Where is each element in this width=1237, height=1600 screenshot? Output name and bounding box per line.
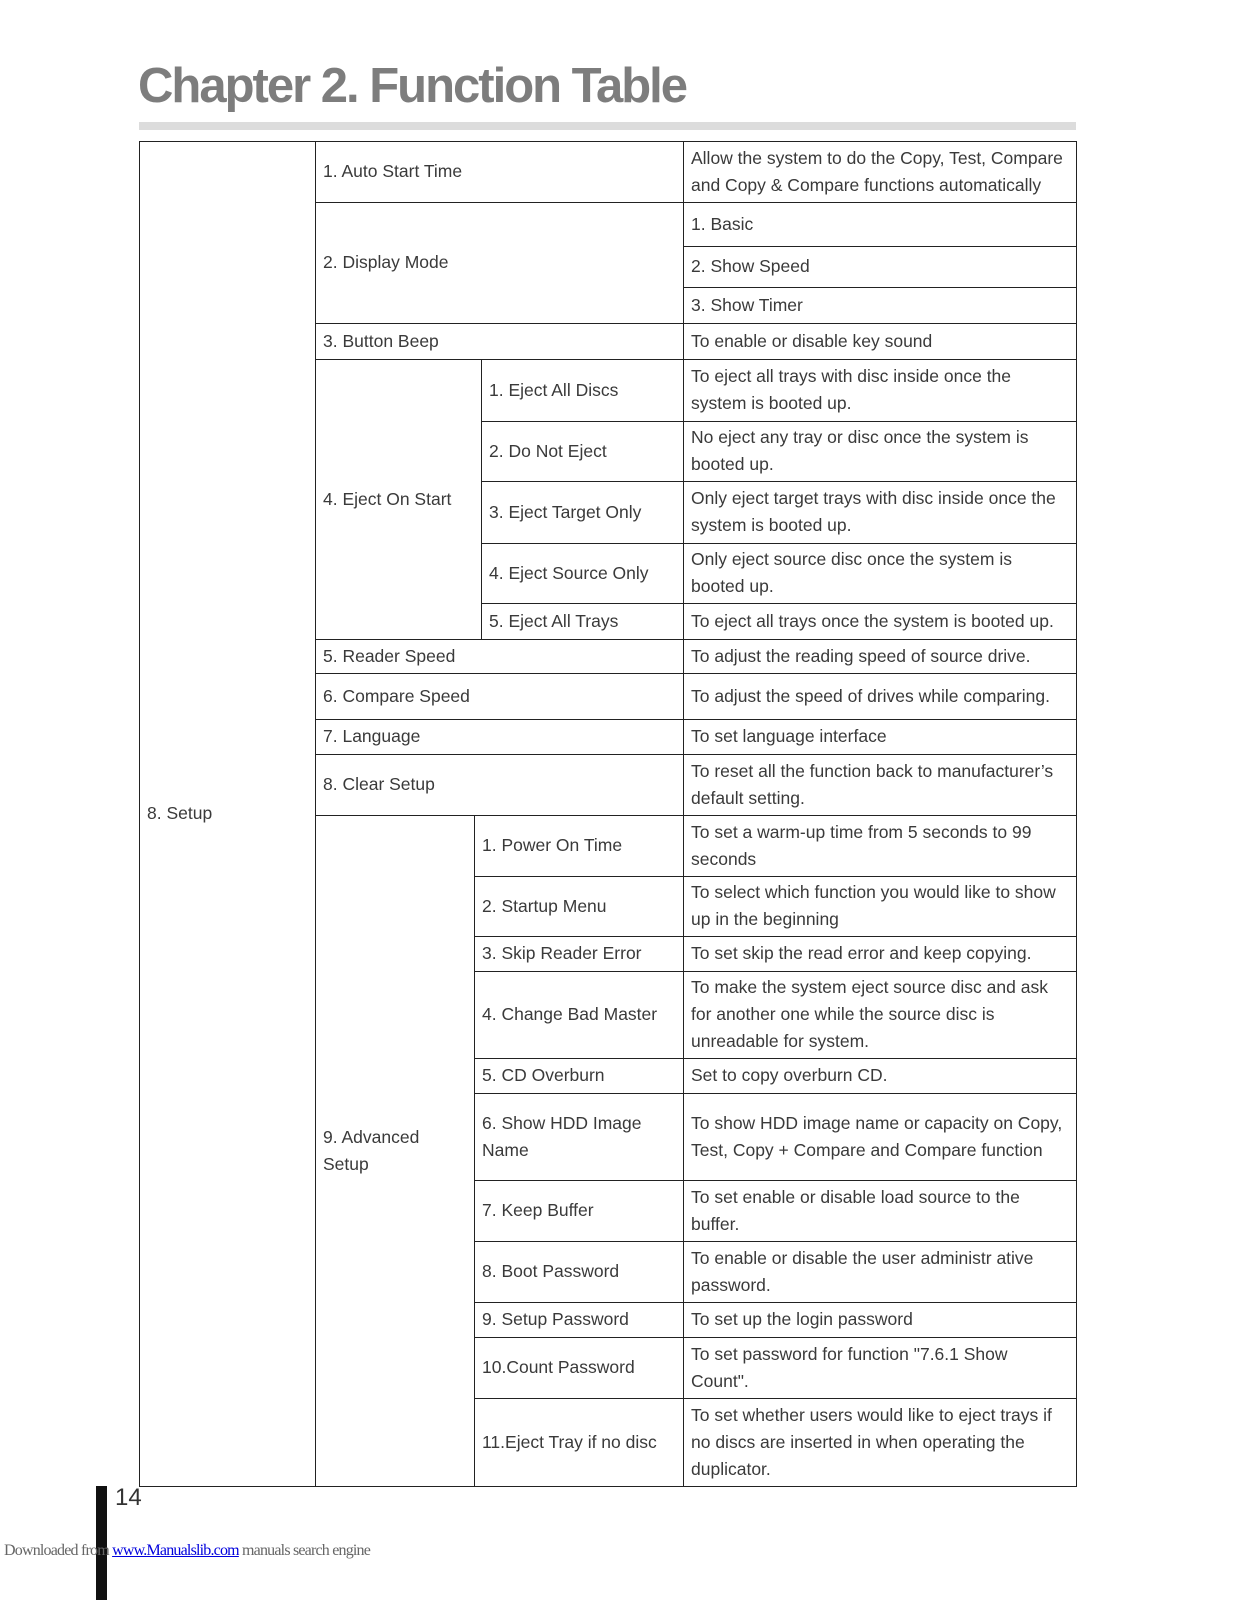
eject-option-label: 3. Eject Target Only — [489, 501, 642, 522]
eject-on-start-label: 4. Eject On Start — [323, 488, 452, 509]
advanced-option-desc: To set enable or disable load source to the buffer. — [691, 1186, 1020, 1234]
advanced-option-label: 10.Count Password — [482, 1357, 635, 1377]
table-rule — [481, 421, 1077, 422]
table-rule — [315, 323, 1077, 324]
advanced-option-label: 1. Power On Time — [482, 835, 623, 855]
table-rule — [683, 287, 1077, 288]
eject-option-label: 1. Eject All Discs — [489, 379, 619, 400]
clear-setup-label: 8. Clear Setup — [323, 774, 435, 794]
display-mode-label: 2. Display Mode — [323, 252, 449, 272]
table-rule — [1076, 141, 1077, 1487]
language-label: 7. Language — [323, 726, 421, 746]
advanced-option-desc: Set to copy overburn CD. — [691, 1065, 888, 1085]
compare-speed-desc: To adjust the speed of drives while comparing. — [691, 685, 1050, 706]
advanced-option-label: 6. Show HDD Image Name — [482, 1112, 642, 1160]
compare-speed-label: 6. Compare Speed — [323, 685, 470, 706]
table-rule — [474, 1093, 1077, 1094]
button-beep-label: 3. Button Beep — [323, 330, 439, 351]
advanced-option-desc: To set up the login password — [691, 1309, 913, 1329]
eject-option-desc: Only eject target trays with disc inside once the system is booted up. — [691, 488, 1056, 535]
footer-prefix: Downloaded from — [4, 1542, 113, 1559]
table-rule — [315, 719, 1077, 720]
table-rule — [315, 673, 1077, 674]
table-rule — [474, 971, 1077, 972]
setup-label: 8. Setup — [147, 803, 213, 823]
table-rule — [474, 1302, 1077, 1303]
advanced-option-label: 9. Setup Password — [482, 1309, 629, 1329]
manualslib-link[interactable]: www.Manualslib.com — [112, 1542, 239, 1559]
advanced-option-label: 8. Boot Password — [482, 1261, 620, 1281]
reader-speed-desc: To adjust the reading speed of source drive. — [691, 645, 1031, 666]
auto-start-desc: Allow the system to do the Copy, Test, Compare and Copy & Compare functions automatically — [691, 147, 1063, 195]
eject-option-desc: No eject any tray or disc once the system is booted up. — [691, 427, 1029, 474]
table-rule — [481, 481, 1077, 482]
advanced-setup-label: 9. Advanced Setup — [323, 1126, 420, 1174]
clear-setup-desc: To reset all the function back to manufacturer’s default setting. — [691, 760, 1054, 808]
table-rule — [474, 1180, 1077, 1181]
table-rule — [481, 543, 1077, 544]
eject-option-desc: Only eject source disc once the system is booted up. — [691, 549, 1012, 596]
table-rule — [474, 1241, 1077, 1242]
eject-option-desc: To eject all trays with disc inside once the system is booted up. — [691, 366, 1012, 413]
table-rule — [474, 1337, 1077, 1338]
table-rule — [474, 1398, 1077, 1399]
page-title: Chapter 2. Function Table — [138, 59, 687, 113]
table-rule — [315, 639, 1077, 640]
button-beep-desc: To enable or disable key sound — [691, 330, 933, 351]
footer-suffix: manuals search engine — [238, 1542, 371, 1559]
advanced-option-label: 3. Skip Reader Error — [482, 943, 642, 963]
advanced-option-desc: To make the system eject source disc and ask for another one while the source disc is unreadable for system. — [691, 977, 1048, 1051]
eject-option-label: 4. Eject Source Only — [489, 562, 649, 583]
table-rule — [474, 936, 1077, 937]
table-rule — [315, 754, 1077, 755]
display-mode-option: 1. Basic — [691, 213, 754, 234]
advanced-option-label: 7. Keep Buffer — [482, 1200, 594, 1220]
advanced-option-desc: To set skip the read error and keep copying. — [691, 943, 1032, 963]
advanced-option-desc: To select which function you would like to show up in the beginning — [691, 882, 1056, 929]
advanced-option-label: 2. Startup Menu — [482, 895, 607, 916]
eject-option-label: 2. Do Not Eject — [489, 440, 607, 461]
table-rule — [683, 246, 1077, 247]
table-rule — [481, 603, 1077, 604]
advanced-option-desc: To set password for function "7.6.1 Show Count". — [691, 1343, 1008, 1391]
download-footer — [4, 1542, 370, 1560]
display-mode-option: 3. Show Timer — [691, 294, 803, 315]
display-mode-option: 2. Show Speed — [691, 256, 810, 276]
language-desc: To set language interface — [691, 726, 887, 746]
reader-speed-label: 5. Reader Speed — [323, 645, 456, 666]
eject-option-desc: To eject all trays once the system is booted up. — [691, 610, 1054, 631]
table-rule — [474, 1058, 1077, 1059]
table-rule — [139, 1486, 1077, 1487]
advanced-option-label: 5. CD Overburn — [482, 1065, 605, 1085]
advanced-option-desc: To set a warm-up time from 5 seconds to 99 seconds — [691, 821, 1032, 869]
auto-start-label: 1. Auto Start Time — [323, 161, 463, 181]
title-underline — [139, 122, 1076, 130]
table-rule — [474, 876, 1077, 877]
page-number: 14 — [115, 1484, 142, 1511]
advanced-option-desc: To show HDD image name or capacity on Copy, Test, Copy + Compare and Compare function — [691, 1112, 1063, 1160]
advanced-option-desc: To set whether users would like to eject trays if no discs are inserted in when operating the duplicator. — [691, 1404, 1052, 1479]
advanced-option-label: 11.Eject Tray if no disc — [482, 1431, 657, 1452]
advanced-option-desc: To enable or disable the user administr ative password. — [691, 1247, 1034, 1295]
eject-option-label: 5. Eject All Trays — [489, 610, 619, 631]
advanced-option-label: 4. Change Bad Master — [482, 1004, 658, 1024]
